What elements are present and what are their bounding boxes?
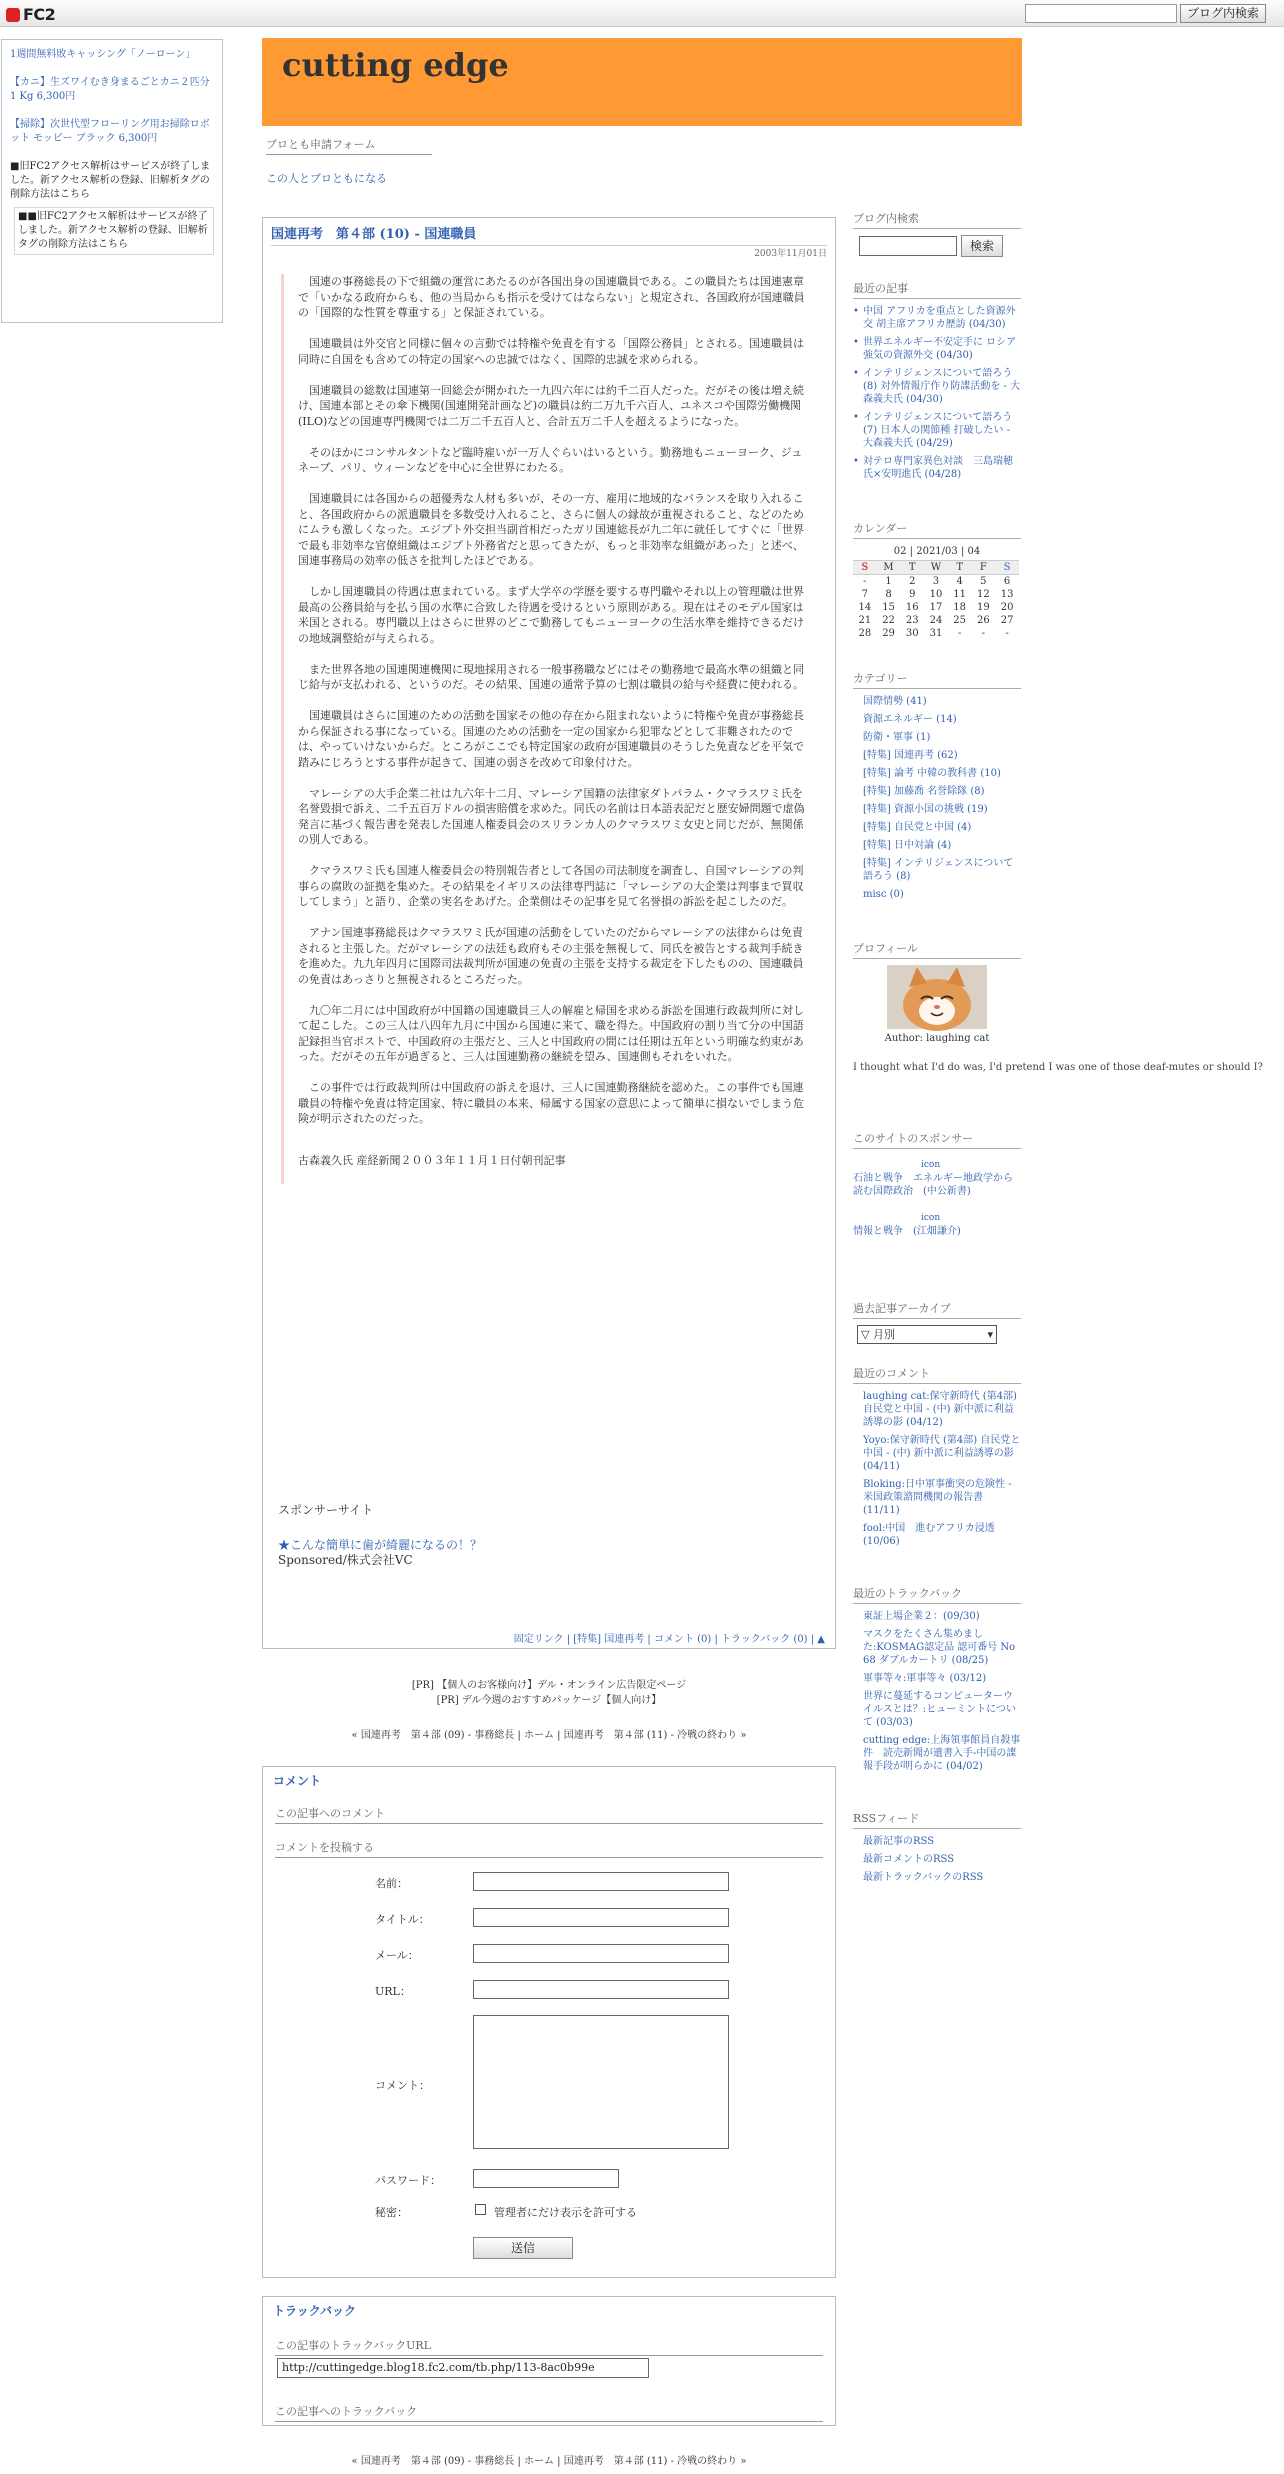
calendar-weekday: F (972, 561, 996, 575)
calendar-day: 6 (1003, 576, 1011, 587)
calendar-day: 14 (858, 602, 872, 613)
fc2-logo-text: FC2 (23, 5, 56, 24)
rss-link[interactable] (853, 1853, 1021, 1866)
recent-entry-link[interactable]: 世界エネルギー不安定手に ロシア強気の資源外交 (04/30) (863, 337, 1017, 361)
ad-link[interactable]: 【カニ】生ズワイむき身まるごとカニ２匹分 1 Kg 6,300円 (10, 77, 210, 102)
recent-comment-link[interactable]: laughing cat:保守新時代 (第4部) 自民党と中国 - (中) 新中派に利益誘導の影 (04/12) (863, 1391, 1017, 1428)
recent-entry[interactable] (853, 455, 1021, 481)
password-input[interactable] (473, 2169, 619, 2188)
category-item-link[interactable]: [特集] 日中対論 (4) (863, 840, 952, 851)
calendar-nav[interactable]: 02 | 2021/03 | 04 (893, 546, 981, 557)
recent-entry[interactable] (853, 367, 1021, 406)
entry-paragraph: この事件では行政裁判所は中国政府の訴えを退け、三人に国連勤務継続を認めた。この事件でも国連職員の特権や免責は特定国家、特に職員の本来、帰属する国家の意思によって簡単に損ないでしまう危険が明示されたのだった。 (298, 1081, 804, 1125)
sidebar-archive (853, 1302, 1021, 1344)
calendar-day: 5 (980, 576, 987, 587)
category-item-link[interactable]: misc (0) (863, 889, 904, 900)
category-heading: カテゴリー (853, 672, 1021, 689)
category-item[interactable] (853, 857, 1021, 883)
recent-entry-link[interactable]: インテリジェンスについて語ろう (8) 対外情報庁作り防諜活動を - 大森義夫氏 (04/30) (863, 368, 1021, 405)
sidebar-search-button[interactable]: 検索 (961, 235, 1003, 257)
calendar-day: 1 (885, 576, 892, 587)
entry-paragraph: そのほかにコンサルタントなど臨時雇いが一万人ぐらいはいるという。勤務地もニューヨーク、ジュネーブ、パリ、ウィーンなどを中心に全世界にわたる。 (298, 445, 803, 474)
calendar-day: 23 (905, 615, 919, 626)
recent-entry[interactable] (853, 411, 1021, 450)
ad-link[interactable]: 1週間無料敗キャッシング「ノーローン」 (10, 49, 196, 60)
category-item[interactable] (853, 731, 1021, 744)
entry-paragraph: マレーシアの大手企業二社は九六年十二月、マレーシア国籍の法律家ダトパラム・クマラスワミ氏を名誉毀損で訴え、二千五百万ドルの損害賠償を求めた。同氏の名前は日本語表記だと歴安婦問題で虚偽発言に基づく報告書を発表した国連人権委員会のスリランカ人のクマラスワミ女史と同じだが、無関係の別人である。 (298, 786, 805, 846)
recent-trackback-link[interactable]: 軍事等々:軍事等々 (03/12) (863, 1673, 987, 1684)
search-heading: ブログ内検索 (853, 212, 1021, 229)
category-item[interactable] (853, 749, 1021, 762)
calendar-day: 21 (858, 615, 872, 626)
calendar-day: 16 (905, 602, 919, 613)
calendar-day: - (981, 628, 986, 639)
entry-paragraph: 国連職員は外交官と同様に個々の言動では特権や免責を有する「国際公務員」とされる。国連職員は同時に自国をも含めての特定の国家への忠誠ではなく、国際的忠誠を求められる。 (298, 337, 804, 366)
calendar-day: 7 (861, 589, 869, 600)
entry-date: 2003年11月01日 (754, 249, 827, 259)
category-item[interactable] (853, 839, 1021, 852)
blog-header (262, 38, 1022, 126)
sidebar-recent-comments (853, 1367, 1021, 1553)
calendar-day: 20 (1000, 602, 1014, 613)
archive-heading: 過去記事アーカイブ (853, 1302, 1021, 1319)
entry-paragraph: クマラスワミ氏も国連人権委員会の特別報告者として各国の司法制度を調査し、自国マレーシアの判事らの腐敗の証拠を集めた。その結果をイギリスの法律専門誌に「マレーシアの大企業は判事まで買収してしまう」と語り、企業の実名をあげた。企業側はその記事を見て名誉損の訴訟を起こしたのだ。 (298, 864, 804, 908)
recent-comment[interactable] (853, 1522, 1021, 1548)
sidebar-rss (853, 1812, 1021, 1889)
entry-body (281, 274, 811, 1184)
category-item[interactable] (853, 713, 1021, 726)
url-label: URL： (375, 1985, 411, 1998)
calendar-day: 31 (929, 628, 943, 639)
pr-link[interactable]: [PR] 【個人のお客様向け】デル・オンライン広告限定ページ (411, 1680, 687, 1691)
blog-entry (262, 217, 836, 1649)
calendar-day: - (863, 576, 867, 587)
category-item[interactable] (853, 785, 1021, 798)
comment-label: コメント： (375, 2079, 430, 2092)
analytics-notice: ■旧FC2アクセス解析はサービスが終了しました。新アクセス解析の登録、旧解析タグの削除方法はこちら (10, 161, 211, 200)
calendar-heading: カレンダー (853, 522, 1021, 539)
entry-paragraph: 九〇年二月には中国政府が中国籍の国連職員三人の解雇と帰国を求める訴訟を国連行政裁判所に対して起こした。この三人は八四年九月に中国から国連に来て、職を得た。中国政府の割り当て分の中国語記録担当官ポストで、中国政府の主張だと、三人と中国政府の間には任期は五年という明確な約束があった。だがその五年が過ぎると、三人は国連勤務の継続を望み、国連側もそれをいれた。 (298, 1003, 804, 1063)
calendar-day: 27 (1000, 615, 1014, 626)
calendar-day: - (1005, 628, 1009, 639)
category-item[interactable] (853, 767, 1021, 780)
category-item-link[interactable]: [特集] 論考 中韓の教科書 (10) (863, 768, 1001, 779)
recent-entry-link[interactable]: 中国 アフリカを重点とした資源外交 胡主席アフリカ歴訪 (04/30) (863, 306, 1016, 330)
pr-link[interactable]: [PR] デル今週のおすすめパッケージ【個人向け】 (436, 1695, 662, 1706)
comment-heading: コメント (273, 1774, 322, 1788)
analytics-notice-box: ■■旧FC2アクセス解析はサービスが終了しました。新アクセス解析の登録、旧解析タグの削除方法はこちら (14, 207, 214, 255)
comment-list-heading: この記事へのコメント (275, 1805, 823, 1824)
trackback-list-heading: この記事へのトラックバック (275, 2403, 823, 2422)
trackback-url-label: この記事のトラックバックURL (275, 2337, 823, 2356)
recent-entry-link[interactable]: 対テロ専門家異色対談 三島瑞穂氏×安明進氏 (04/28) (863, 456, 1013, 480)
ad-panel (1, 39, 223, 323)
blog-search-button[interactable]: ブログ内検索 (1180, 4, 1266, 23)
secret-checkbox-label: 管理者にだけ表示を許可する (494, 2206, 637, 2219)
recent-comment-link[interactable]: fool:中国 進むアフリカ浸透 (10/06) (863, 1523, 995, 1547)
password-label: パスワード： (375, 2174, 441, 2187)
sponsor-image-icon[interactable]: icon (921, 1213, 941, 1223)
calendar-table (853, 560, 1019, 640)
sponsor-site-heading: このサイトのスポンサー (853, 1132, 1021, 1149)
fc2-logo[interactable] (6, 5, 55, 24)
entry-pager-bottom[interactable]: « 国連再考 第４部 (09) - 事務総長 | ホーム | 国連再考 第４部 (11) - 冷戦の終わり » (351, 2456, 747, 2467)
rss-link-link[interactable]: 最新記事のRSS (863, 1836, 935, 1847)
comment-section (262, 1766, 836, 2278)
category-item-link[interactable]: [特集] 資源小国の挑戦 (19) (863, 804, 988, 815)
calendar-day: 4 (956, 576, 963, 587)
title-label: タイトル： (375, 1913, 430, 1926)
submit-button[interactable]: 送信 (473, 2237, 573, 2259)
calendar-weekday: T (900, 561, 924, 575)
recent-comment[interactable] (853, 1478, 1021, 1517)
entry-paragraph: 国連職員には各国からの超優秀な人材も多いが、その一方、雇用に地域的なバランスを取り入れること、各国政府からの派遣職員を多数受け入れること、さらに個人の縁故が重視されること、などのためにムラも激しくなった。エジプト外交担当副首相だったガリ国連総長が九二年に就任してすぐに「世界で最も非効率な官僚組織はエジプト外務省だと思ってきたが、もっと非効率な組織があった」と述べ、国連事務局の効率の低さを批判したほどである。 (298, 492, 804, 567)
sidebar-sponsors (853, 1132, 1021, 1238)
blog-search-input[interactable] (1025, 4, 1177, 23)
calendar-day: 12 (977, 589, 990, 600)
category-item[interactable] (853, 888, 1021, 901)
calendar-day: - (957, 628, 962, 639)
calendar-day: 11 (953, 589, 967, 600)
calendar-weekday: T (948, 561, 972, 575)
sponsor-block (278, 1503, 482, 1568)
category-item-link[interactable]: [特集] インテリジェンスについて語ろう (8) (863, 858, 1014, 882)
calendar-day: 9 (909, 589, 916, 600)
calendar-day: 29 (882, 628, 895, 639)
sponsor-image-icon[interactable]: icon (921, 1160, 941, 1170)
comment-textarea[interactable] (473, 2015, 729, 2149)
archive-select[interactable] (857, 1325, 997, 1344)
secret-checkbox[interactable] (475, 2204, 486, 2215)
recent-comment-link[interactable]: Bloking:日中軍事衝突の危険性 - 米国政策諮問機関の報告書 (11/11) (863, 1479, 1012, 1516)
calendar-day: 25 (953, 615, 967, 626)
email-input[interactable] (473, 1944, 729, 1963)
comment-post-heading: コメントを投稿する (275, 1839, 823, 1858)
title-input[interactable] (473, 1908, 729, 1927)
chevron-down-icon: ▾ (987, 1328, 993, 1341)
tb-heading: 最近のトラックバック (853, 1587, 1021, 1604)
calendar-day: 30 (905, 628, 919, 639)
calendar-day: 17 (929, 602, 943, 613)
recent-comment-link[interactable]: Yoyo:保守新時代 (第4部) 自民党と中国 - (中) 新中派に利益誘導の影 (04/11) (863, 1435, 1021, 1472)
recent-trackback[interactable] (853, 1672, 1021, 1685)
entry-paragraph: 国連職員はさらに国連のための活動を国家その他の存在から阻まれないように特権や免責が事務総長から保証される事になっている。国連のための活動を一定の国家から犯罪などとして非難されたのでは、やっていけないからだ。ところがここでも特定国家の政府が国連職員のそうした免責などを平気で踏みにじろうとする事件が起きて、国連の弱さを改めて印象付けた。 (298, 709, 804, 769)
category-item-link[interactable]: 防衛・軍事 (1) (863, 732, 931, 743)
category-item-link[interactable]: 資源エネルギー (14) (863, 714, 957, 725)
sidebar-recent (853, 282, 1021, 486)
blotomo-heading: ブロとも申請フォーム (266, 136, 432, 155)
profile-quote: I thought what I'd do was, I'd pretend I was one of those deaf-mutes or should I? (853, 1062, 1263, 1073)
sidebar-calendar (853, 522, 1021, 640)
recent-heading: 最近の記事 (853, 282, 1021, 299)
calendar-day: 8 (885, 589, 892, 600)
calendar-day: 28 (858, 628, 872, 639)
entry-source: 古森義久氏 産経新聞２００３年１１月１日付朝刊記事 (298, 1153, 566, 1167)
calendar-day: 18 (953, 602, 967, 613)
sponsor-title: スポンサーサイト (278, 1503, 374, 1517)
pr-ads (262, 1678, 836, 1708)
calendar-day: 26 (977, 615, 990, 626)
entry-paragraph: しかし国連職員の待遇は恵まれている。まず大学卒の学歴を要する専門職やそれ以上の管理職は世界最高の公務員給与を払う国の水準に合致した待遇を受けるという原則がある。現在はそのモデル国家は米国とされる。専門職以上はさらに世界のどこで勤務してもニューヨークの生活水準を維持できるだけの地域調整給が与えられる。 (298, 585, 804, 645)
calendar-weekday: S (995, 561, 1019, 575)
recent-comment[interactable] (853, 1434, 1021, 1473)
trackback-section (262, 2296, 836, 2426)
sponsor-by: Sponsored/株式会社VC (278, 1553, 413, 1567)
entry-paragraph: また世界各地の国連関連機関に現地採用される一般事務職などにはその勤務地で最高水準の組織と同じ給与が支払われる、というのだ。その結果、国連の通常予算の七割は職員の給与や経費に使われる。 (298, 662, 804, 691)
rss-heading: RSSフィード (853, 1812, 1021, 1829)
trackback-heading: トラックバック (273, 2304, 357, 2318)
recent-trackback-link[interactable]: マスクをたくさん集めました:KOSMAG認定品 認可番号 No 68 ダブルカートリ (08/25) (863, 1629, 1016, 1666)
calendar-day: 13 (1000, 589, 1014, 600)
entry-title[interactable]: 国連再考 第４部 (10) - 国連職員 (271, 223, 827, 246)
recent-trackback-link[interactable]: 世界に蔓延するコンピューターウイルスとは？:ヒューミントについて (03/03) (863, 1691, 1016, 1728)
rss-link[interactable] (853, 1835, 1021, 1848)
profile-author: Author: laughing cat (884, 1033, 990, 1044)
fc2-logo-icon (6, 8, 20, 22)
calendar-day: 2 (909, 576, 916, 587)
profile-cat-image (887, 965, 987, 1029)
calendar-weekday: S (853, 561, 877, 575)
category-item-link[interactable]: [特集] 国連再考 (62) (863, 750, 958, 761)
url-input[interactable] (473, 1980, 729, 1999)
entry-footer-links[interactable]: 固定リンク | [特集] 国連再考 | コメント (0) | トラックバック (0) | ▲ (513, 1634, 825, 1645)
recent-entry[interactable] (853, 336, 1021, 362)
rss-link-link[interactable]: 最新コメントのRSS (863, 1854, 955, 1865)
category-item-link[interactable]: 国際情勢 (41) (863, 696, 927, 707)
recent-trackback-link[interactable]: cutting edge:上海領事館員自殺事件 読売新聞が遺書入手-中国の諜報手段が明らかに (04/02) (863, 1735, 1021, 1772)
blotomo-link[interactable]: この人とブロともになる (266, 172, 387, 185)
entry-paragraph: 国連の事務総長の下で組織の運営にあたるのが各国出身の国連職員である。この職員たちは国連憲章で「いかなる政府からも、他の当局からも指示を受けてはならない」と規定され、各国政府が国連職員の「国際的な性質を尊重する」と保証されている。 (298, 275, 805, 319)
calendar-day: 3 (932, 576, 940, 587)
sidebar-categories (853, 672, 1021, 906)
calendar-day: 24 (929, 615, 943, 626)
calendar-day: 15 (882, 602, 895, 613)
profile-heading: プロフィール (853, 942, 1021, 959)
category-item-link[interactable]: [特集] 加藤喬 名誉除隊 (8) (863, 786, 985, 797)
calendar-day: 10 (929, 589, 943, 600)
entry-paragraph: アナン国連事務総長はクマラスワミ氏が国連の活動をしていたのだからマレーシアの法律からは免責されると主張した。だがマレーシアの法廷も政府もその主張を無視して、同氏を被告とする裁判手続きを進めた。九九年四月に国際司法裁判所が国連の免責の主張を支持する裁定を下したものの、国連職員の免責はあっさりと無視されるところだった。 (298, 926, 804, 986)
sidebar-recent-trackbacks (853, 1587, 1021, 1778)
category-item[interactable] (853, 695, 1021, 708)
recent-trackback[interactable] (853, 1734, 1021, 1773)
secret-label: 秘密： (375, 2206, 408, 2219)
recent-trackback[interactable] (853, 1628, 1021, 1667)
calendar-weekday: M (877, 561, 901, 575)
entry-pager[interactable]: « 国連再考 第４部 (09) - 事務総長 | ホーム | 国連再考 第４部 (11) - 冷戦の終わり » (351, 1730, 747, 1741)
sidebar-search (853, 212, 1021, 257)
recent-entry-link[interactable]: インテリジェンスについて語ろう (7) 日本人の関節種 打破したい - 大森義夫氏 (04/29) (863, 412, 1013, 449)
rss-link[interactable] (853, 1871, 1021, 1884)
recent-comment[interactable] (853, 1390, 1021, 1429)
recent-trackback-link[interactable]: 東証上場企業２：(09/30) (863, 1611, 980, 1622)
category-item[interactable] (853, 821, 1021, 834)
archive-select-value: ▽ 月別 (861, 1328, 895, 1341)
category-item[interactable] (853, 803, 1021, 816)
sponsor-item[interactable]: 石油と戦争 エネルギー地政学から読む国際政治 (中公新書) (853, 1173, 1013, 1197)
rc-heading: 最近のコメント (853, 1367, 1021, 1384)
calendar-day: 22 (882, 615, 895, 626)
calendar-weekday: W (924, 561, 948, 575)
email-label: メール： (375, 1949, 419, 1962)
fc2-toolbar (0, 0, 1284, 27)
sponsor-link[interactable]: ★こんな簡単に歯が綺麗になるの！？ (278, 1538, 483, 1552)
recent-trackback[interactable] (853, 1610, 1021, 1623)
sidebar-profile (853, 942, 1263, 1074)
recent-trackback[interactable] (853, 1690, 1021, 1729)
entry-paragraph: 国連職員の総数は国連第一回総会が開かれた一九四六年には約千二百人だった。だがその後は増え続け、国連本部とその傘下機関(国連開発計画など)の職員は約二万九千六百人、ユネスコや国際労働機関(ILO)などの国連専門機関では二万二千五百人と、合計五万二千人を超えるようになった。 (298, 383, 804, 428)
trackback-url-field[interactable]: http://cuttingedge.blog18.fc2.com/tb.php/113-8ac0b99e (277, 2358, 649, 2378)
name-label: 名前： (375, 1877, 408, 1890)
calendar-day: 19 (977, 602, 990, 613)
recent-entry[interactable] (853, 305, 1021, 331)
sidebar-search-input[interactable] (859, 236, 957, 256)
ad-link[interactable]: 【掃除】次世代型フローリング用お掃除ロボット モッピー ブラック 6,300円 (10, 119, 210, 144)
name-input[interactable] (473, 1872, 729, 1891)
blog-title[interactable]: cutting edge (282, 46, 509, 84)
rss-link-link[interactable]: 最新トラックバックのRSS (863, 1872, 984, 1883)
category-item-link[interactable]: [特集] 自民党と中国 (4) (863, 822, 972, 833)
sponsor-item[interactable]: 情報と戦争 (江畑謙介) (853, 1226, 961, 1237)
